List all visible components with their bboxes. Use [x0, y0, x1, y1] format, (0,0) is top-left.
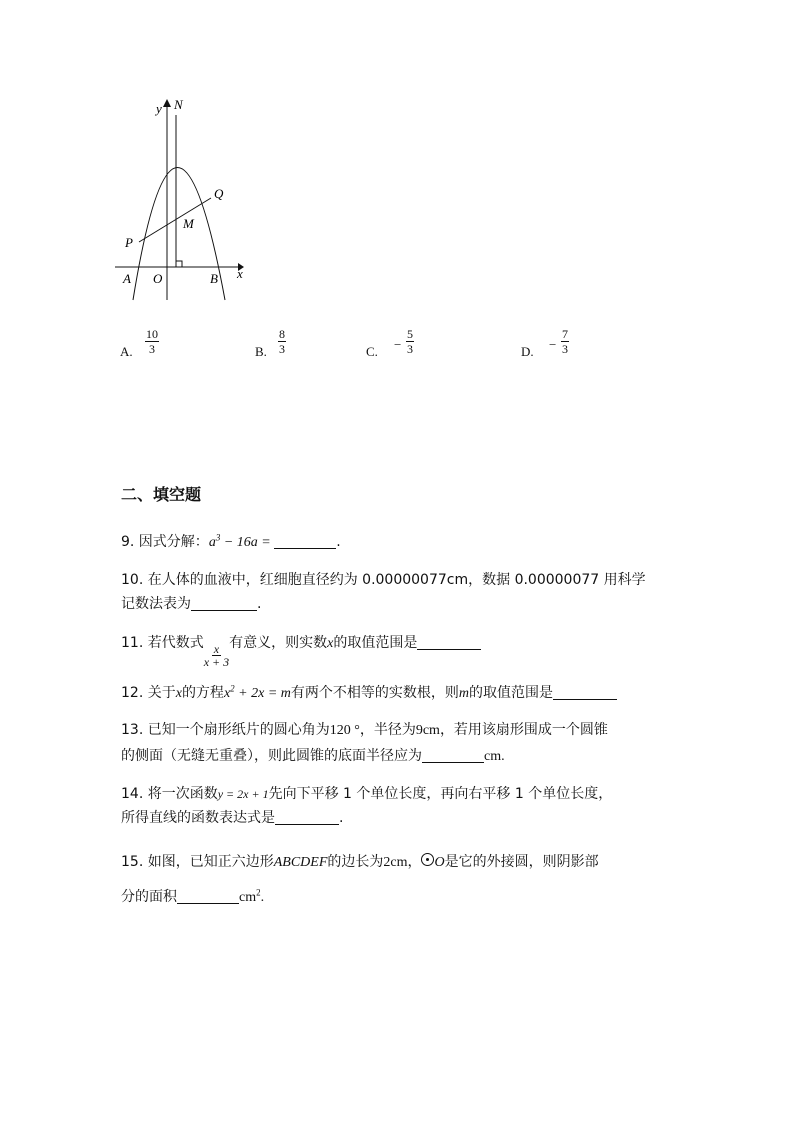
label-x: x	[237, 266, 243, 281]
section-title: 二、填空题	[121, 485, 202, 504]
q15-side: 2cm	[383, 855, 408, 870]
minus-sign: −	[394, 337, 402, 352]
fraction-denominator: 3	[562, 342, 568, 356]
q12-mid1: 的方程	[181, 685, 224, 701]
fraction-numerator: 7	[562, 327, 568, 341]
q15-unit-exponent: 2	[256, 887, 261, 898]
q11-var: x	[327, 636, 334, 651]
q14-line2-prefix: 所得直线的函数表达式是	[121, 810, 275, 826]
minus-sign: −	[549, 337, 557, 352]
fraction-numerator: 5	[407, 327, 413, 341]
label-y: y	[156, 101, 162, 116]
q13-line1-suffix: ，若用该扇形围成一个圆锥	[439, 722, 608, 738]
question-14-line1	[121, 783, 612, 803]
q15-comma: ，	[407, 854, 422, 870]
label-O: O	[153, 271, 163, 286]
fraction-denominator: 3	[407, 342, 413, 356]
question-9	[121, 531, 341, 551]
option-fraction	[561, 328, 569, 355]
q11-fraction	[204, 643, 229, 668]
option-letter: A.	[120, 344, 133, 359]
label-A: A	[123, 271, 131, 286]
q9-answer-blank[interactable]	[274, 534, 336, 549]
q12-equation: $x^2 + 2x = m$	[223, 683, 291, 701]
q9-suffix: .	[336, 534, 341, 550]
option-fraction	[278, 328, 286, 355]
label-P: P	[125, 235, 133, 250]
label-M: M	[183, 216, 194, 231]
question-13-line1	[121, 719, 608, 739]
q13-prefix: 13. 已知一个扇形纸片的圆心角为	[121, 722, 330, 738]
question-11	[121, 632, 481, 668]
q11-prefix: 11. 若代数式	[121, 635, 204, 651]
q11-mid: 有意义，则实数	[229, 635, 328, 651]
q10-prefix: 记数法表为	[121, 596, 191, 612]
q15-unit: cm	[239, 890, 257, 905]
q14-answer-blank[interactable]	[275, 810, 339, 825]
q15-circle: O	[434, 855, 445, 870]
q11-suffix: 的取值范围是	[333, 635, 418, 651]
q15-mid: 的边长为	[327, 854, 384, 870]
option-fraction	[406, 328, 414, 355]
q15-answer-blank[interactable]	[177, 889, 239, 904]
q9-expression: $a^3 - 16a$ =	[208, 532, 275, 550]
fraction-numerator: 10	[146, 327, 158, 341]
y-axis-arrow	[163, 99, 171, 107]
q13-line2-prefix: 的侧面（无缝无重叠），则此圆锥的底面半径应为	[121, 748, 422, 764]
circle-dot-icon	[421, 853, 434, 866]
q15-prefix: 15. 如图，已知正六边形	[121, 854, 274, 870]
fraction-denominator: 3	[279, 342, 285, 356]
question-12	[121, 682, 617, 702]
q11-frac-num: x	[213, 642, 220, 656]
option-fraction	[145, 328, 159, 355]
q12-suffix: 的取值范围是	[469, 685, 554, 701]
question-15-line2	[121, 886, 264, 906]
label-B: B	[210, 271, 218, 286]
question-13-line2	[121, 745, 505, 765]
q14-line2-suffix: .	[339, 810, 344, 826]
right-angle-mark	[176, 261, 182, 267]
q14-line1-suffix: 先向下平移 1 个单位长度，再向右平移 1 个单位长度，	[268, 786, 613, 802]
q14-prefix: 14. 将一次函数	[121, 786, 218, 802]
q10-suffix: .	[257, 596, 262, 612]
question-14-line2	[121, 807, 343, 827]
question-10-line2	[121, 593, 261, 613]
segment-PQ	[139, 198, 211, 242]
q10-answer-blank[interactable]	[191, 596, 257, 611]
q12-var2: m	[458, 686, 470, 701]
fraction-denominator: 3	[149, 342, 155, 356]
q13-answer-blank[interactable]	[422, 748, 484, 763]
q15-period: .	[260, 890, 265, 905]
q13-angle: 120 °	[329, 723, 360, 738]
q15-line2-prefix: 分的面积	[121, 889, 177, 905]
q12-answer-blank[interactable]	[553, 685, 617, 700]
option-letter: D.	[521, 344, 534, 359]
q14-function: y = 2x + 1	[217, 787, 269, 801]
q15-line1-suffix: 是它的外接圆，则阴影部	[444, 854, 599, 870]
q9-prefix: 9. 因式分解：	[121, 534, 209, 550]
q11-frac-den: x + 3	[203, 655, 230, 669]
q12-mid2: 有两个不相等的实数根，则	[290, 685, 459, 701]
option-letter: B.	[255, 344, 267, 359]
q15-hexagon: ABCDEF	[273, 855, 328, 870]
q11-answer-blank[interactable]	[417, 635, 481, 650]
q12-var: x	[175, 686, 182, 701]
fraction-numerator: 8	[279, 327, 285, 341]
q13-mid: ，半径为	[359, 722, 416, 738]
label-Q: Q	[214, 186, 224, 201]
q12-prefix: 12. 关于	[121, 685, 176, 701]
option-letter: C.	[366, 344, 378, 359]
parabola-figure	[110, 95, 260, 310]
q13-unit: cm.	[484, 749, 505, 764]
label-N: N	[174, 97, 183, 112]
question-10-line1: 10. 在人体的血液中，红细胞直径约为 0.00000077cm，数据 0.00000077 用科学	[121, 572, 646, 588]
question-15-line1	[121, 851, 599, 871]
q13-radius: 9cm	[415, 723, 440, 738]
